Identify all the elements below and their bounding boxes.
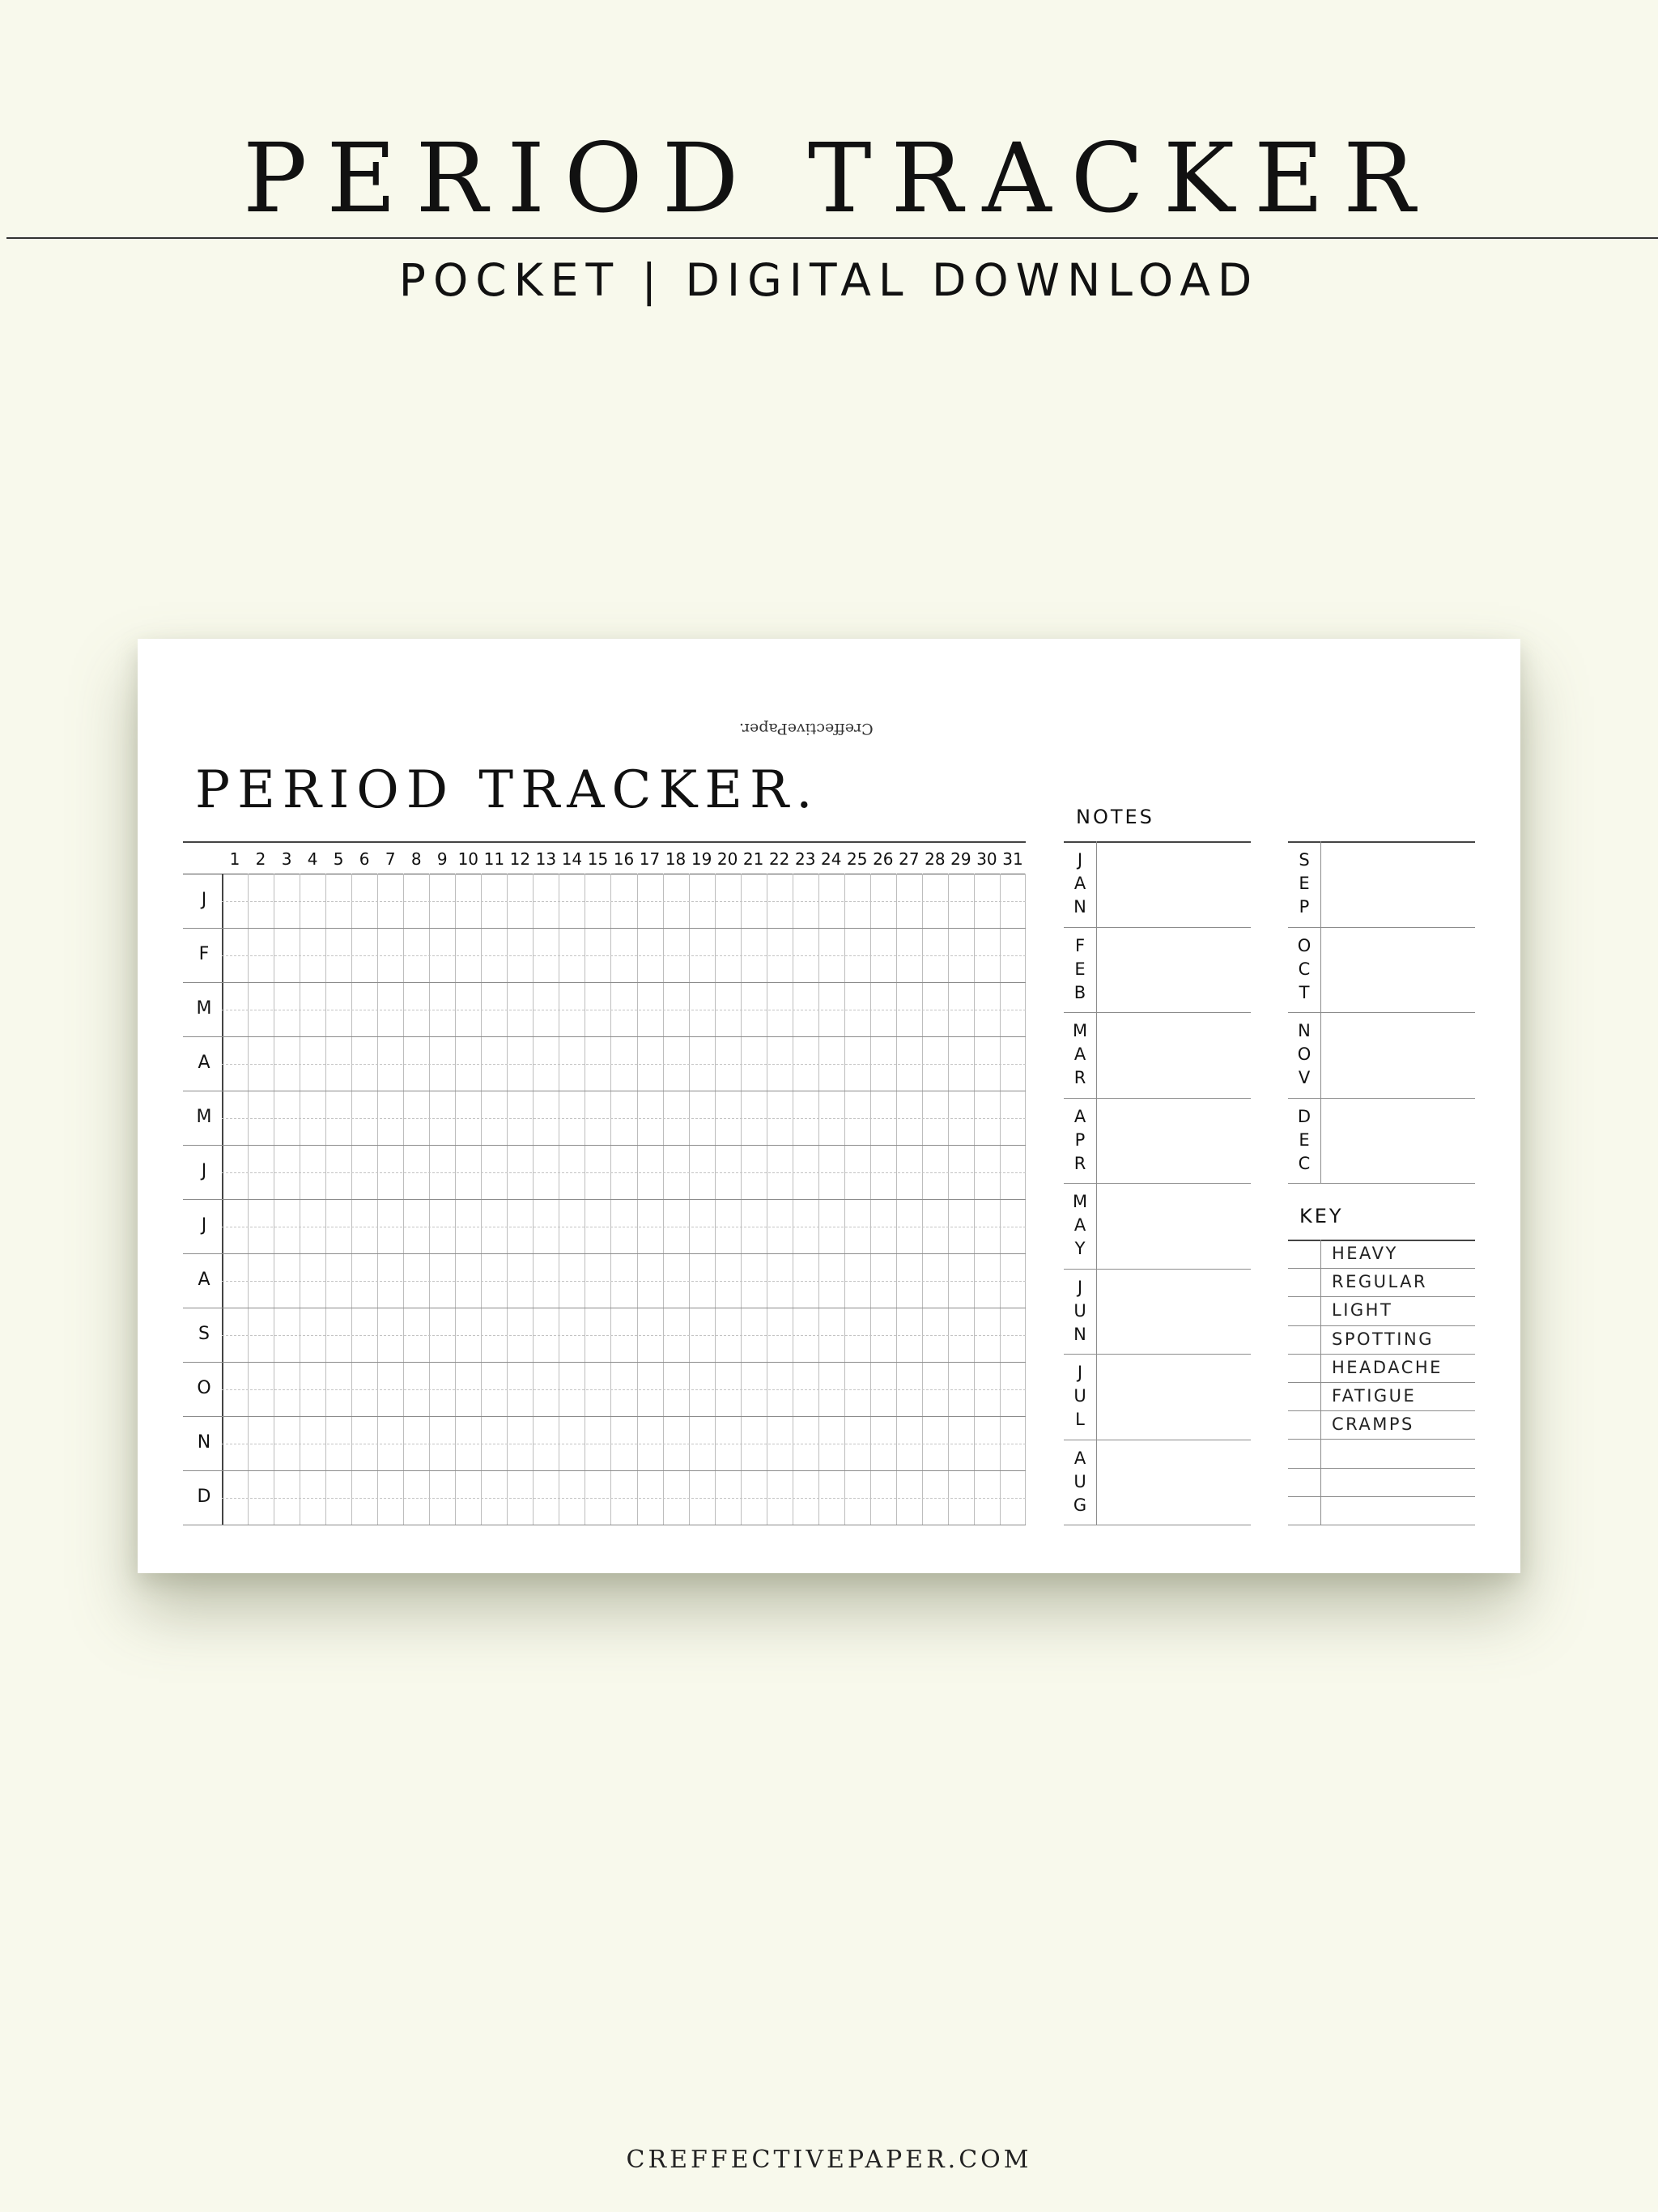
grid-top-rule — [183, 841, 1026, 843]
grid-row-line — [183, 1470, 1026, 1471]
footer-url: CREFFECTIVEPAPER.COM — [626, 2146, 1032, 2174]
day-number: 7 — [385, 849, 396, 869]
key-row-line — [1288, 1325, 1475, 1326]
key-item-label: CRAMPS — [1332, 1414, 1414, 1435]
brand-mark: CreffectivePaper. — [739, 720, 874, 738]
key-row-line — [1288, 1496, 1475, 1497]
day-number: 5 — [333, 849, 344, 869]
day-number: 8 — [410, 849, 422, 869]
key-item-label: REGULAR — [1332, 1272, 1428, 1292]
notes-month-letter: F — [1074, 935, 1086, 955]
day-number: 22 — [768, 849, 790, 869]
notes-row-line — [1064, 1012, 1251, 1013]
grid-half-row-line — [222, 901, 1026, 902]
notes-month-letter: O — [1297, 1044, 1312, 1065]
key-row-line — [1288, 1410, 1475, 1411]
day-number: 2 — [255, 849, 266, 869]
notes-label-divider — [1096, 1440, 1097, 1525]
grid-half-row-line — [222, 1064, 1026, 1065]
notes-month-letter: N — [1073, 1324, 1086, 1344]
sheet-title: PERIOD TRACKER. — [195, 760, 820, 820]
day-number: 26 — [873, 849, 894, 869]
key-row-line — [1288, 1354, 1475, 1355]
banner-divider — [6, 237, 1658, 239]
notes-month-letter: N — [1073, 897, 1086, 917]
notes-month-letter: N — [1298, 1021, 1311, 1041]
notes-label-divider — [1096, 841, 1097, 927]
notes-label-divider — [1096, 1269, 1097, 1355]
notes-row-line — [1288, 1012, 1475, 1013]
notes-heading: NOTES — [1076, 806, 1154, 828]
day-number: 3 — [281, 849, 292, 869]
notes-month-letter: R — [1073, 1068, 1086, 1088]
banner-subtitle: POCKET | DIGITAL DOWNLOAD — [398, 254, 1260, 306]
day-number: 24 — [821, 849, 842, 869]
day-number: 23 — [794, 849, 816, 869]
notes-month-letter: A — [1073, 1106, 1086, 1126]
day-number: 25 — [847, 849, 868, 869]
notes-month-letter: E — [1299, 874, 1310, 894]
notes-label-divider — [1096, 1012, 1097, 1098]
grid-row-line — [183, 928, 1026, 929]
notes-month-letter: B — [1073, 982, 1086, 1002]
notes-label-divider — [1320, 1098, 1321, 1184]
grid-half-row-line — [222, 1389, 1026, 1390]
notes-month-letter: U — [1073, 1300, 1086, 1321]
notes-month-letter: G — [1073, 1495, 1087, 1515]
notes-month-letter: E — [1074, 959, 1086, 979]
notes-label-divider — [1320, 1012, 1321, 1098]
day-number: 29 — [950, 849, 971, 869]
month-letter: O — [197, 1377, 211, 1398]
month-letter: F — [198, 943, 210, 964]
notes-month-letter: A — [1073, 1448, 1086, 1468]
key-item-label: HEADACHE — [1332, 1357, 1443, 1377]
notes-month-letter: L — [1075, 1410, 1085, 1430]
notes-row-line — [1064, 1269, 1251, 1270]
key-item-label: HEAVY — [1332, 1244, 1398, 1263]
notes-month-letter: P — [1299, 897, 1310, 917]
notes-label-divider — [1096, 1098, 1097, 1184]
grid-row-line — [183, 1145, 1026, 1146]
month-letter: J — [201, 889, 207, 910]
month-letter: J — [201, 1160, 207, 1181]
grid-row-line — [183, 1416, 1026, 1417]
notes-label-divider — [1320, 841, 1321, 927]
grid-half-row-line — [222, 1118, 1026, 1119]
notes-month-letter: J — [1077, 1363, 1083, 1383]
notes-row-line — [1064, 1098, 1251, 1099]
tracker-sheet — [138, 639, 1520, 1573]
notes-month-letter: J — [1077, 1277, 1083, 1297]
notes-month-letter: A — [1073, 1044, 1086, 1065]
key-row-line — [1288, 1268, 1475, 1269]
key-row-line — [1288, 1382, 1475, 1383]
key-top-rule — [1288, 1240, 1475, 1241]
notes-month-letter: R — [1073, 1153, 1086, 1173]
day-number: 19 — [691, 849, 712, 869]
key-item-label: LIGHT — [1332, 1300, 1393, 1321]
key-row-line — [1288, 1296, 1475, 1297]
day-number: 12 — [509, 849, 531, 869]
key-item-label: SPOTTING — [1332, 1329, 1434, 1349]
notes-month-letter: J — [1077, 850, 1083, 870]
day-number: 16 — [613, 849, 635, 869]
day-number: 31 — [1002, 849, 1023, 869]
day-number: 28 — [925, 849, 946, 869]
notes-row-line — [1288, 1183, 1475, 1184]
notes-month-letter: P — [1074, 1129, 1086, 1150]
grid-row-line — [183, 1036, 1026, 1037]
day-number: 4 — [307, 849, 318, 869]
notes-month-letter: C — [1298, 1153, 1311, 1173]
grid-half-row-line — [222, 1281, 1026, 1282]
notes-row-line — [1064, 927, 1251, 928]
grid-half-row-line — [222, 1172, 1026, 1173]
day-number: 10 — [457, 849, 479, 869]
notes-label-divider — [1096, 927, 1097, 1013]
month-letter: A — [198, 1269, 210, 1290]
month-letter: S — [198, 1323, 210, 1344]
month-letter: M — [196, 1106, 212, 1127]
notes-month-letter: Y — [1074, 1239, 1086, 1259]
day-number: 21 — [742, 849, 764, 869]
notes-row-line — [1064, 1183, 1251, 1184]
notes-month-letter: U — [1073, 1386, 1086, 1406]
day-number: 13 — [535, 849, 557, 869]
day-number: 14 — [561, 849, 583, 869]
day-number: 20 — [716, 849, 738, 869]
notes-month-letter: S — [1299, 850, 1310, 870]
notes-month-letter: M — [1072, 1021, 1088, 1041]
notes-label-divider — [1096, 1354, 1097, 1440]
day-number: 1 — [229, 849, 240, 869]
grid-row-line — [183, 1199, 1026, 1200]
key-heading: KEY — [1299, 1205, 1344, 1227]
month-letter: M — [196, 998, 212, 1019]
day-number: 30 — [976, 849, 997, 869]
grid-half-row-line — [222, 1335, 1026, 1336]
notes-month-letter: A — [1073, 1215, 1086, 1236]
notes-column-top-rule — [1288, 841, 1475, 843]
notes-month-letter: U — [1073, 1471, 1086, 1491]
notes-row-line — [1288, 927, 1475, 928]
day-number: 17 — [639, 849, 661, 869]
notes-month-letter: E — [1299, 1129, 1310, 1150]
notes-month-letter: O — [1297, 935, 1312, 955]
notes-month-letter: V — [1298, 1068, 1311, 1088]
key-item-label: FATIGUE — [1332, 1386, 1417, 1406]
month-letter: N — [197, 1431, 211, 1453]
day-number: 9 — [436, 849, 448, 869]
day-number: 15 — [587, 849, 609, 869]
notes-label-divider — [1096, 1183, 1097, 1269]
month-letter: D — [197, 1486, 211, 1507]
notes-month-letter: C — [1298, 959, 1311, 979]
grid-row-line — [183, 1362, 1026, 1363]
notes-label-divider — [1320, 927, 1321, 1013]
day-number: 18 — [665, 849, 687, 869]
day-number: 11 — [483, 849, 505, 869]
key-row-line — [1288, 1468, 1475, 1469]
grid-row-line — [183, 1253, 1026, 1254]
notes-column-top-rule — [1064, 841, 1251, 843]
month-letter: J — [201, 1214, 207, 1236]
notes-row-line — [1288, 1098, 1475, 1099]
grid-row-line — [183, 982, 1026, 983]
grid-half-row-line — [222, 955, 1026, 956]
notes-row-line — [1064, 1354, 1251, 1355]
grid-half-row-line — [222, 1498, 1026, 1499]
notes-month-letter: M — [1072, 1192, 1088, 1212]
notes-month-letter: D — [1297, 1106, 1312, 1126]
day-number: 27 — [899, 849, 920, 869]
key-row-line — [1288, 1439, 1475, 1440]
notes-month-letter: T — [1299, 982, 1310, 1002]
month-letter: A — [198, 1052, 210, 1073]
day-number: 6 — [359, 849, 370, 869]
banner-title: PERIOD TRACKER — [242, 122, 1435, 234]
notes-month-letter: A — [1073, 874, 1086, 894]
